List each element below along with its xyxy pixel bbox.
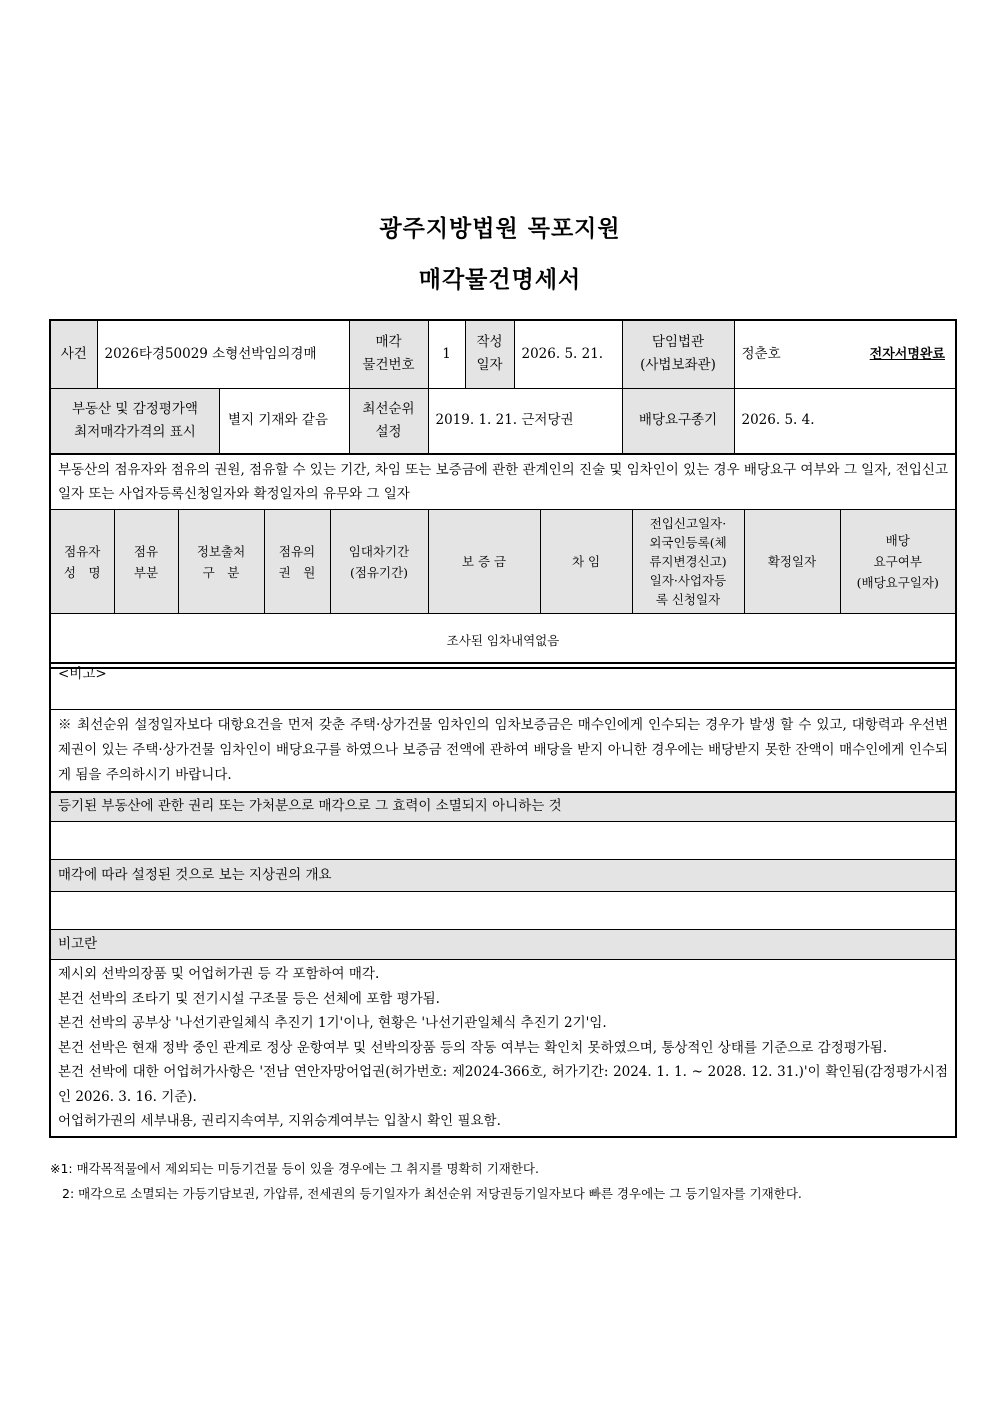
property-value: 별지 기재와 같음 <box>220 389 349 453</box>
property-label: 부동산 및 감정평가액 최저매각가격의 표시 <box>51 389 220 453</box>
footnote-2: 2: 매각으로 소멸되는 가등기담보권, 가압류, 전세권의 등기일자가 최선순위 저당권등기일자보다 빠른 경우에는 그 등기일자를 기재한다. <box>62 1186 802 1201</box>
notes-cell <box>50 960 956 1137</box>
col-occupant-name: 점유자 성 명 <box>50 510 114 614</box>
occupancy-intro: 부동산의 점유자와 점유의 권원, 점유할 수 있는 기간, 차임 또는 보증금에 관한 관계인의 진술 및 임차인이 있는 경우 배당요구 여부와 그 일자, 전입신고일자 또는 사업자등록신청일자와 확정일자의 유무와 그 일자 <box>50 454 956 510</box>
priority-value: 2019. 1. 21. 근저당권 <box>428 388 622 454</box>
footnote-1: ※1: 매각목적물에서 제외되는 미등기건물 등이 있을 경우에는 그 취지를 명확히 기재한다. <box>50 1161 539 1176</box>
note-line: 어업허가권의 세부내용, 권리지속여부, 지위승계여부는 입찰시 확인 필요함. <box>58 1113 501 1129</box>
rights-label: 등기된 부동산에 관한 권리 또는 가처분으로 매각으로 그 효력이 소멸되지 아니하는 것 <box>50 792 956 822</box>
note-line: 본건 선박의 조타기 및 전기시설 구조물 등은 선체에 포함 평가됨. <box>58 990 440 1007</box>
deadline-value: 2026. 5. 4. <box>734 388 956 454</box>
col-deposit: 보 증 금 <box>428 510 540 614</box>
date-value: 2026. 5. 21. <box>514 320 622 388</box>
col-occupied-part: 점유 부분 <box>114 510 178 614</box>
case-label: 사건 <box>50 320 97 388</box>
rights-value <box>50 822 956 860</box>
superficies-value <box>50 892 956 930</box>
col-info-source: 정보출처 구 분 <box>178 510 264 614</box>
tenant-warning: ※ 최선순위 설정일자보다 대항요건을 먼저 갖춘 주택·상가건물 임차인의 임차보증금은 매수인에게 인수되는 경우가 발생 할 수 있고, 대항력과 우선변제권이 있는 주택·상가건물 임차인이 배당요구를 하였으나 보증금 전액에 관하여 배당을 받지 아니한 경우에는 배당받지 못한 잔액이 매수인에게 인수되게 됨을 주의하시기 바랍니다. <box>50 709 956 792</box>
judge-value: 정춘호 <box>741 345 781 362</box>
case-info-table <box>49 319 957 455</box>
case-value: 2026타경50029 소형선박임의경매 <box>97 320 349 388</box>
priority-label: 최선순위 설정 <box>349 388 428 454</box>
col-registration-date: 전입신고일자· 외국인등록(체 류지변경신고) 일자·사업자등 록 신청일자 <box>632 510 744 614</box>
notes-label: 비고란 <box>50 930 956 960</box>
court-name: 광주지방법원 목포지원 <box>379 216 621 242</box>
date-label: 작성 일자 <box>465 320 514 388</box>
col-lease-period: 임대차기간 (점유기간) <box>330 510 428 614</box>
superficies-label: 매각에 따라 설정된 것으로 보는 지상권의 개요 <box>50 860 956 892</box>
signature-mark: 전자서명완료 <box>869 346 945 362</box>
occupancy-table <box>49 453 957 669</box>
judge-label: 담임법관 (사법보좌관) <box>622 320 734 388</box>
document-title: 매각물건명세서 <box>418 267 582 293</box>
note-line: 본건 선박의 공부상 '나선기관일체식 추진기 1기'이나, 현황은 '나선기관일체식 추진기 2기'임. <box>58 1015 607 1031</box>
property-label-cell <box>50 388 349 454</box>
col-rent: 차 임 <box>540 510 632 614</box>
note-line: 본건 선박에 대한 어업허가사항은 '전남 연안자망어업권(허가번호: 제2024-366호, 허가기간: 2024. 1. 1. ~ 2028. 12. 31.)'이 확인됨(감정평가시점인 2026. 3. 16. 기준). <box>58 1064 948 1105</box>
note-line: 제시외 선박의장품 및 어업허가권 등 각 포함하여 매각. <box>58 966 380 982</box>
col-fixed-date: 확정일자 <box>744 510 840 614</box>
remarks-label: <비고> <box>58 666 107 682</box>
item-number-label: 매각 물건번호 <box>349 320 428 388</box>
col-dividend-request: 배당 요구여부 (배당요구일자) <box>840 510 956 614</box>
item-number-value: 1 <box>428 320 465 388</box>
note-line: 본건 선박은 현재 정박 중인 관계로 정상 운항여부 및 선박의장품 등의 작동 여부는 확인치 못하였으며, 통상적인 상태를 기준으로 감정평가됨. <box>58 1039 888 1056</box>
remarks-cell <box>50 663 956 709</box>
col-occupancy-title: 점유의 권 원 <box>264 510 330 614</box>
deadline-label: 배당요구종기 <box>622 388 734 454</box>
no-lease-message: 조사된 임차내역없음 <box>50 614 956 668</box>
remarks-table <box>49 662 957 1138</box>
occupancy-header-row <box>50 510 956 614</box>
judge-cell <box>734 320 956 388</box>
